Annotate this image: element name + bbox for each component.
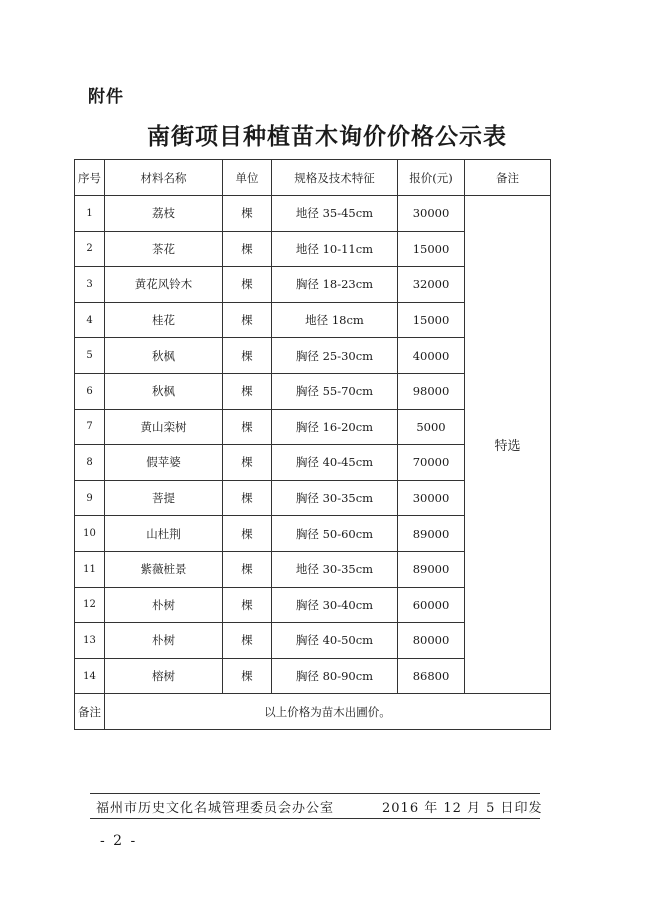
cell-name: 假苹婆 [105,445,223,481]
cell-spec: 胸径 16-20cm [272,409,398,445]
note-text: 以上价格为苗木出圃价。 [105,694,551,730]
footer-rule-bottom [90,818,540,819]
cell-no: 4 [75,302,105,338]
cell-spec: 胸径 55-70cm [272,373,398,409]
cell-price: 15000 [398,302,465,338]
cell-price: 32000 [398,267,465,303]
cell-spec: 胸径 30-40cm [272,587,398,623]
cell-name: 秋枫 [105,373,223,409]
cell-remark-merged: 特选 [465,196,551,694]
cell-price: 89000 [398,551,465,587]
attachment-label: 附件 [88,87,124,107]
cell-unit: 棵 [223,373,272,409]
footer-issuer: 福州市历史文化名城管理委员会办公室 [96,801,335,816]
cell-no: 2 [75,231,105,267]
cell-price: 5000 [398,409,465,445]
cell-spec: 胸径 80-90cm [272,658,398,694]
cell-unit: 棵 [223,587,272,623]
cell-name: 桂花 [105,302,223,338]
cell-no: 10 [75,516,105,552]
cell-price: 86800 [398,658,465,694]
cell-price: 30000 [398,480,465,516]
cell-name: 黄山栾树 [105,409,223,445]
cell-name: 朴树 [105,587,223,623]
page-title: 南街项目种植苗木询价价格公示表 [147,123,507,150]
cell-spec: 胸径 40-50cm [272,623,398,659]
cell-name: 榕树 [105,658,223,694]
cell-no: 12 [75,587,105,623]
cell-no: 9 [75,480,105,516]
cell-name: 紫薇桩景 [105,551,223,587]
cell-no: 3 [75,267,105,303]
footer [96,797,556,816]
cell-name: 荔枝 [105,196,223,232]
header-price: 报价(元) [398,160,465,196]
cell-price: 98000 [398,373,465,409]
cell-price: 80000 [398,623,465,659]
cell-price: 89000 [398,516,465,552]
header-spec: 规格及技术特征 [272,160,398,196]
cell-unit: 棵 [223,445,272,481]
cell-unit: 棵 [223,267,272,303]
cell-no: 14 [75,658,105,694]
cell-spec: 胸径 18-23cm [272,267,398,303]
cell-unit: 棵 [223,302,272,338]
cell-price: 30000 [398,196,465,232]
cell-no: 7 [75,409,105,445]
header-unit: 单位 [223,160,272,196]
cell-spec: 胸径 25-30cm [272,338,398,374]
table-header-row [75,160,551,196]
cell-unit: 棵 [223,480,272,516]
cell-spec: 地径 30-35cm [272,551,398,587]
cell-spec: 胸径 30-35cm [272,480,398,516]
header-name: 材料名称 [105,160,223,196]
cell-unit: 棵 [223,338,272,374]
cell-no: 8 [75,445,105,481]
cell-unit: 棵 [223,623,272,659]
cell-no: 13 [75,623,105,659]
footer-rule-top [90,793,540,794]
cell-price: 60000 [398,587,465,623]
cell-name: 山杜荆 [105,516,223,552]
cell-unit: 棵 [223,516,272,552]
cell-name: 朴树 [105,623,223,659]
cell-name: 黄花风铃木 [105,267,223,303]
cell-no: 5 [75,338,105,374]
cell-no: 6 [75,373,105,409]
cell-no: 1 [75,196,105,232]
cell-price: 70000 [398,445,465,481]
cell-unit: 棵 [223,551,272,587]
cell-spec: 胸径 50-60cm [272,516,398,552]
cell-spec: 胸径 40-45cm [272,445,398,481]
cell-unit: 棵 [223,231,272,267]
header-remark: 备注 [465,160,551,196]
cell-spec: 地径 18cm [272,302,398,338]
cell-name: 秋枫 [105,338,223,374]
note-label: 备注 [75,694,105,730]
page-number: - 2 - [100,833,138,849]
cell-price: 15000 [398,231,465,267]
table-row [75,196,551,232]
cell-unit: 棵 [223,409,272,445]
cell-name: 茶花 [105,231,223,267]
price-table [74,159,551,730]
cell-unit: 棵 [223,658,272,694]
cell-name: 菩提 [105,480,223,516]
cell-unit: 棵 [223,196,272,232]
cell-spec: 地径 35-45cm [272,196,398,232]
note-row [75,694,551,730]
footer-date: 2016 年 12 月 5 日印发 [382,801,543,816]
cell-price: 40000 [398,338,465,374]
cell-spec: 地径 10-11cm [272,231,398,267]
cell-no: 11 [75,551,105,587]
header-no: 序号 [75,160,105,196]
